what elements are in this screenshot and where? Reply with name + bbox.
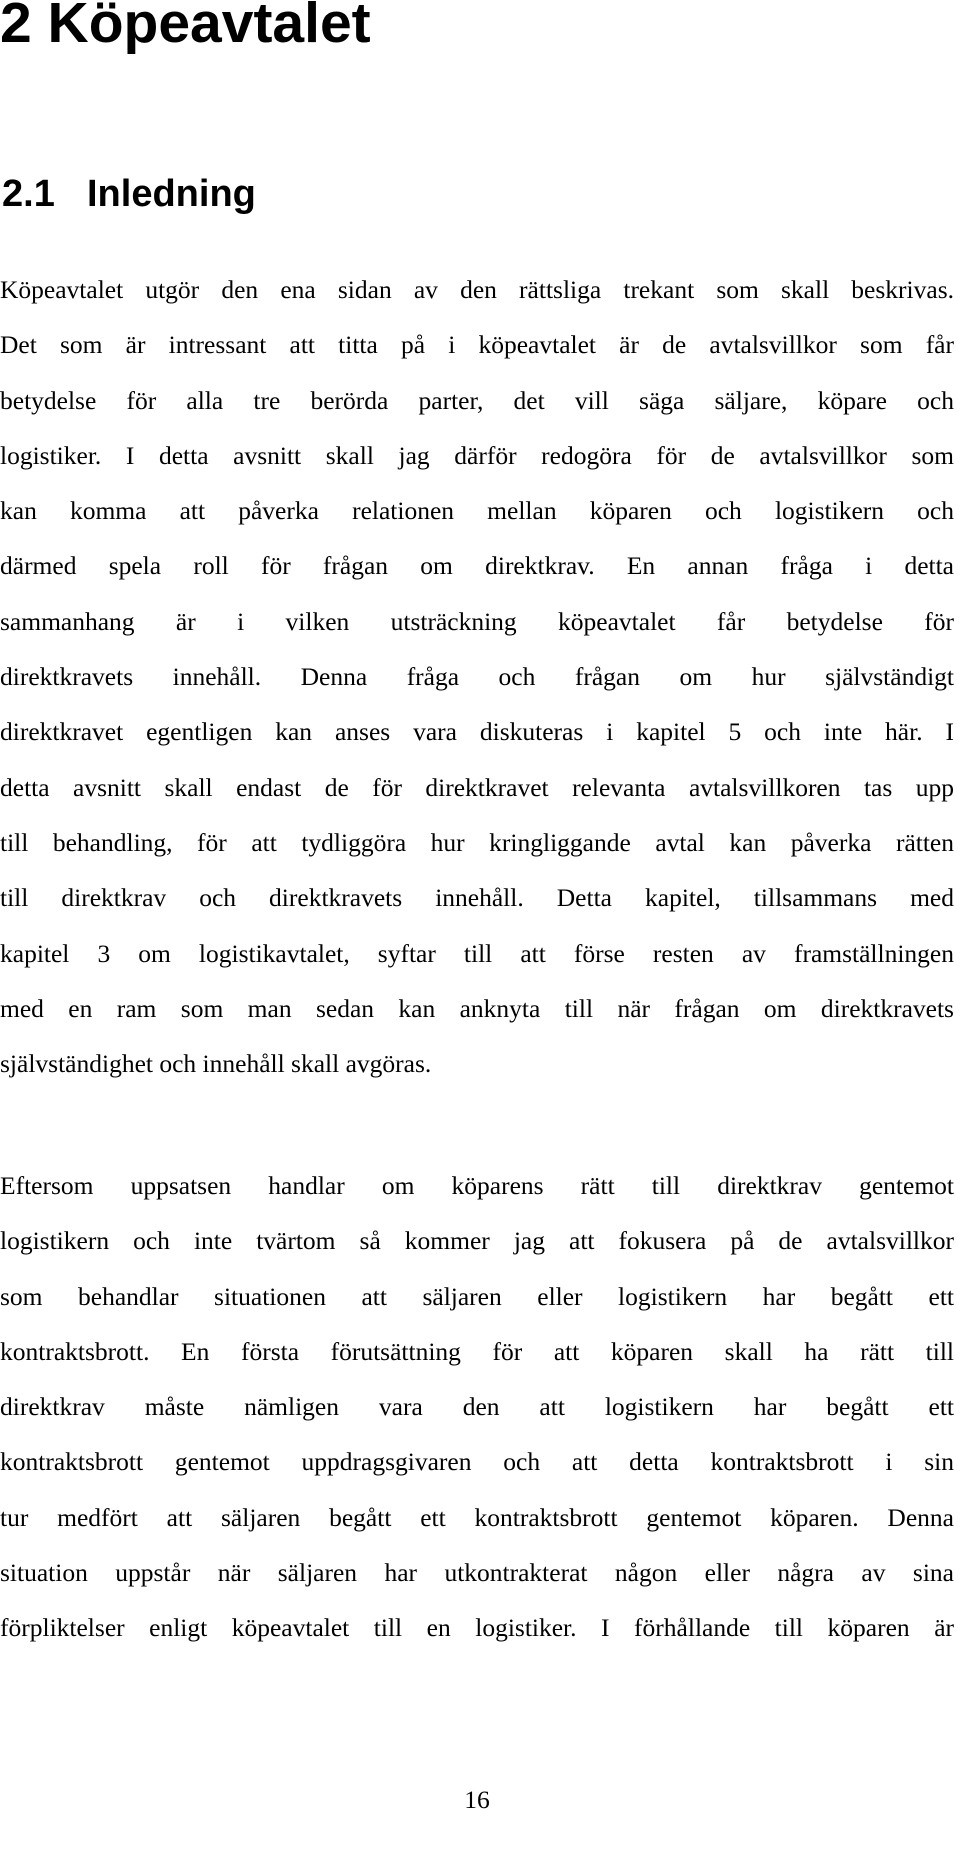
paragraph-line: situation uppstår när säljaren har utkontrakterat någon eller några av sina xyxy=(0,1558,954,1588)
paragraph-line: Eftersom uppsatsen handlar om köparens rätt till direktkrav gentemot xyxy=(0,1171,954,1200)
paragraph-line: kontraktsbrott gentemot uppdragsgivaren och att detta kontraktsbrott i sin xyxy=(0,1447,954,1477)
paragraph-line: sammanhang är i vilken utsträckning köpeavtalet får betydelse för xyxy=(0,606,954,636)
paragraph-line: till behandling, för att tydliggöra hur kringliggande avtal kan påverka rätten xyxy=(0,827,954,857)
body-paragraph-1 xyxy=(0,262,954,1091)
paragraph-line: med en ram som man sedan kan anknyta till när frågan om direktkravets xyxy=(0,993,954,1023)
paragraph-line: Det som är intressant att titta på i köpeavtalet är de avtalsvillkor som får xyxy=(0,330,954,360)
chapter-heading xyxy=(0,0,371,58)
paragraph-line: detta avsnitt skall endast de för direktkravet relevanta avtalsvillkoren tas upp xyxy=(0,772,954,802)
section-heading xyxy=(2,170,256,218)
paragraph-line: direktkravet egentligen kan anses vara diskuteras i kapitel 5 och inte här. I xyxy=(0,717,954,747)
paragraph-line: direktkravets innehåll. Denna fråga och frågan om hur självständigt xyxy=(0,662,954,692)
paragraph-line: som behandlar situationen att säljaren eller logistikern har begått ett xyxy=(0,1281,954,1311)
chapter-number: 2 xyxy=(0,0,32,55)
paragraph-line: därmed spela roll för frågan om direktkrav. En annan fråga i detta xyxy=(0,551,954,581)
paragraph-line: tur medfört att säljaren begått ett kontraktsbrott gentemot köparen. Denna xyxy=(0,1502,954,1532)
paragraph-line: kontraktsbrott. En första förutsättning för att köparen skall ha rätt till xyxy=(0,1336,954,1366)
section-title: Inledning xyxy=(87,173,256,215)
paragraph-line: kan komma att påverka relationen mellan köparen och logistikern och xyxy=(0,496,954,526)
paragraph-line: förpliktelser enligt köpeavtalet till en logistiker. I förhållande till köparen är xyxy=(0,1613,954,1643)
paragraph-line: direktkrav måste nämligen vara den att logistikern har begått ett xyxy=(0,1392,954,1422)
body-paragraph-2 xyxy=(0,1158,954,1656)
paragraph-line: till direktkrav och direktkravets innehåll. Detta kapitel, tillsammans med xyxy=(0,883,954,913)
paragraph-line: logistiker. I detta avsnitt skall jag därför redogöra för de avtalsvillkor som xyxy=(0,440,954,470)
paragraph-line: självständighet och innehåll skall avgöras. xyxy=(0,1049,432,1079)
paragraph-line: kapitel 3 om logistikavtalet, syftar till att förse resten av framställningen xyxy=(0,938,954,968)
chapter-title: Köpeavtalet xyxy=(47,0,371,55)
page-number: 16 xyxy=(464,1785,490,1814)
paragraph-line: Köpeavtalet utgör den ena sidan av den rättsliga trekant som skall beskrivas. xyxy=(0,275,954,304)
paragraph-line: logistikern och inte tvärtom så kommer jag att fokusera på de avtalsvillkor xyxy=(0,1226,954,1256)
section-number: 2.1 xyxy=(2,173,55,215)
paragraph-line: betydelse för alla tre berörda parter, det vill säga säljare, köpare och xyxy=(0,385,954,415)
